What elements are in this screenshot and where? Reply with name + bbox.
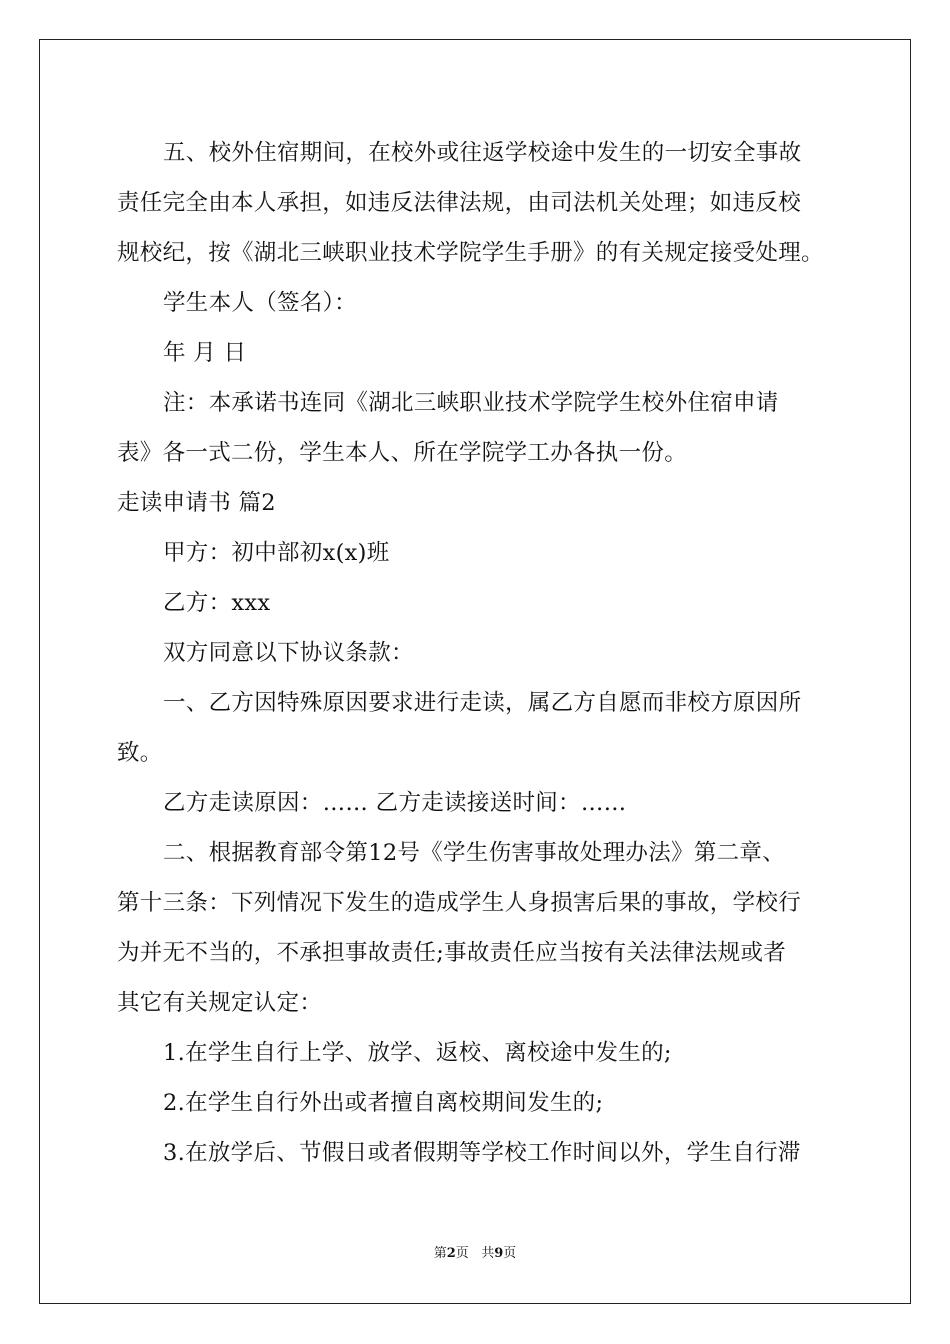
paragraph-line: 为并无不当的，不承担事故责任;事故责任应当按有关法律法规或者 (117, 940, 787, 966)
signature-label: 学生本人（签名）： (163, 290, 357, 316)
paragraph-line: 双方同意以下协议条款： (163, 640, 414, 666)
page-footer (0, 1246, 950, 1262)
list-item: 3.在放学后、节假日或者假期等学校工作时间以外，学生自行滞 (163, 1140, 801, 1166)
note-line: 注：本承诺书连同《湖北三峡职业技术学院学生校外住宿申请 (163, 390, 779, 416)
date-line: 年 月 日 (163, 340, 247, 366)
section-heading: 走读申请书 篇2 (117, 490, 276, 516)
note-line: 表》各一式二份，学生本人、所在学院学工办各执一份。 (117, 440, 688, 466)
page-suffix: 页 (455, 1246, 469, 1261)
paragraph-line: 责任完全由本人承担，如违反法律法规，由司法机关处理；如违反校 (117, 190, 802, 216)
paragraph-line: 致。 (117, 740, 163, 766)
total-suffix: 页 (503, 1246, 517, 1261)
list-item: 2.在学生自行外出或者擅自离校期间发生的; (163, 1090, 604, 1116)
page-number: 2 (446, 1246, 456, 1261)
total-pages: 9 (494, 1246, 504, 1261)
paragraph-line: 其它有关规定认定： (117, 990, 323, 1016)
paragraph-line: 五、校外住宿期间，在校外或往返学校途中发生的一切安全事故 (163, 140, 802, 166)
total-prefix: 共 (481, 1246, 495, 1261)
list-item: 1.在学生自行上学、放学、返校、离校途中发生的; (163, 1040, 672, 1066)
paragraph-line: 第十三条：下列情况下发生的造成学生人身损害后果的事故，学校行 (117, 890, 802, 916)
paragraph-line: 乙方走读原因：…… 乙方走读接送时间：…… (163, 790, 627, 816)
page-prefix: 第 (433, 1246, 447, 1261)
paragraph-line: 一、乙方因特殊原因要求进行走读，属乙方自愿而非校方原因所 (163, 690, 802, 716)
paragraph-line: 二、根据教育部令第12号《学生伤害事故处理办法》第二章、 (163, 840, 786, 866)
document-body (117, 128, 837, 1178)
party-b-line: 乙方：xxx (163, 590, 271, 616)
party-a-line: 甲方：初中部初x(x)班 (163, 540, 390, 566)
paragraph-line: 规校纪，按《湖北三峡职业技术学院学生手册》的有关规定接受处理。 (117, 240, 824, 266)
